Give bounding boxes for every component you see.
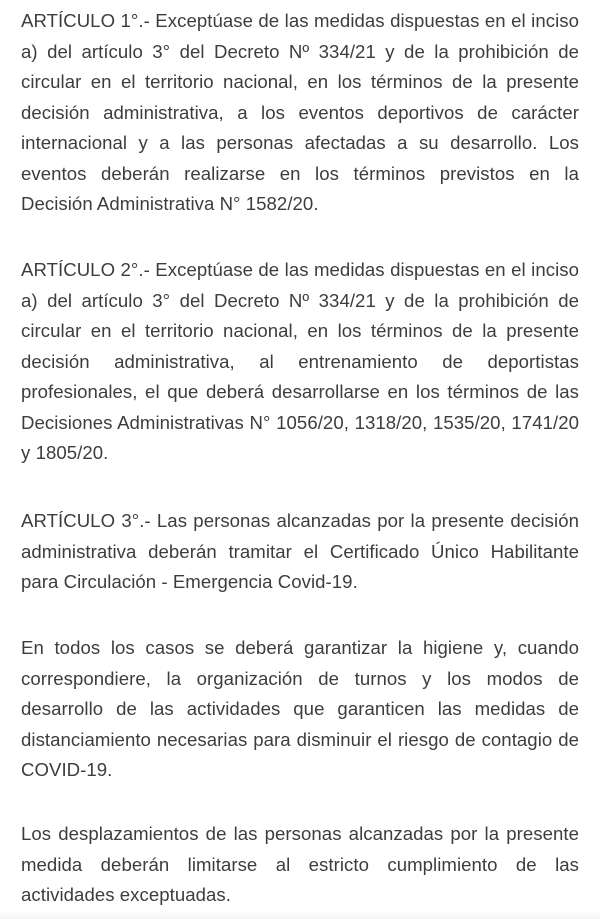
article-3-paragraph: ARTÍCULO 3°.- Las personas alcanzadas por la presente decisión administrativa deberán tramitar el Certificado Único Habilitante para Circulación - Emergencia Covid-19.	[21, 510, 579, 592]
hygiene-paragraph: En todos los casos se deberá garantizar la higiene y, cuando correspondiere, la organización de turnos y los modos de desarrollo de las actividades que garanticen las medidas de distanciamiento necesarias para disminuir el riesgo de contagio de COVID-19.	[21, 637, 579, 780]
article-1-paragraph: ARTÍCULO 1°.- Exceptúase de las medidas dispuestas en el inciso a) del artículo 3° del Decreto Nº 334/21 y de la prohibición de circular en el territorio nacional, en los términos de la presente decisión administrativa, a los eventos deportivos de carácter internacional y a las personas afectadas a su desarrollo. Los eventos deberán realizarse en los términos previstos en la Decisión Administrativa N° 1582/20.	[21, 10, 579, 214]
bottom-edge-shadow	[0, 911, 600, 919]
article-2-paragraph: ARTÍCULO 2°.- Exceptúase de las medidas dispuestas en el inciso a) del artículo 3° del Decreto Nº 334/21 y de la prohibición de circular en el territorio nacional, en los términos de la presente decisión administrativa, al entrenamiento de deportistas profesionales, el que deberá desarrollarse en los términos de las Decisiones Administrativas N° 1056/20, 1318/20, 1535/20, 1741/20 y 1805/20.	[21, 259, 579, 463]
travel-limits-paragraph: Los desplazamientos de las personas alcanzadas por la presente medida deberán limitarse al estricto cumplimiento de las actividades exceptuadas.	[21, 823, 579, 905]
